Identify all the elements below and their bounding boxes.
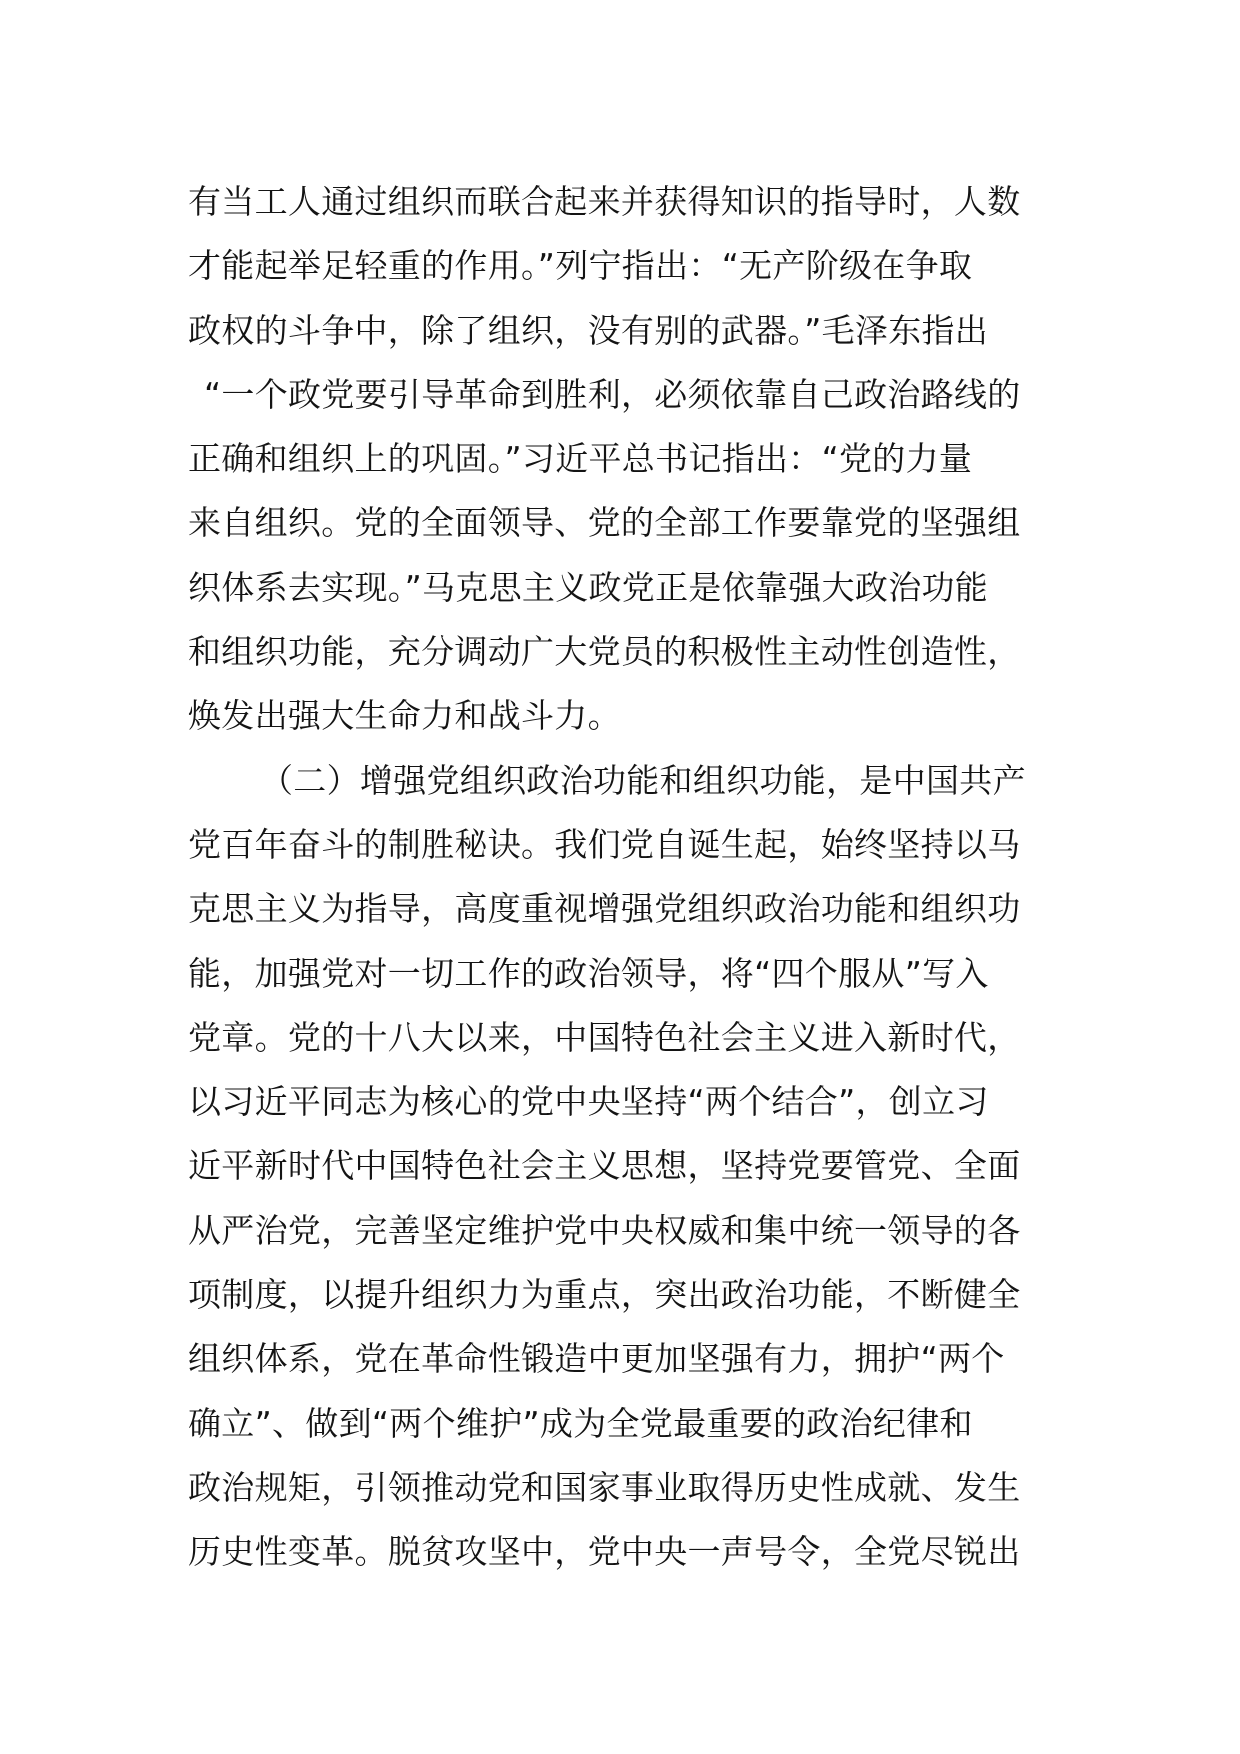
text-line: 党百年奋斗的制胜秘诀。我们党自诞生起，始终坚持以马 [188, 824, 1021, 864]
text-line: 焕发出强大生命力和战斗力。 [188, 696, 621, 736]
text-line: 克思主义为指导，高度重视增强党组织政治功能和组织功 [188, 889, 1021, 929]
text-line: 政治规矩，引领推动党和国家事业取得历史性成就、发生 [188, 1467, 1021, 1507]
text-line: 正确和组织上的巩固。”习近平总书记指出：“党的力量 [188, 439, 973, 479]
text-line: 项制度，以提升组织力为重点，突出政治功能，不断健全 [188, 1275, 1021, 1315]
text-line: 才能起举足轻重的作用。”列宁指出：“无产阶级在争取 [188, 246, 973, 286]
text-line: 党章。党的十八大以来，中国特色社会主义进入新时代， [188, 1017, 1021, 1057]
text-line: 组织体系，党在革命性锻造中更加坚强有力，拥护“两个 [188, 1339, 1005, 1379]
text-line: 确立”、做到“两个维护”成为全党最重要的政治纪律和 [188, 1403, 973, 1443]
text-line: “一个政党要引导革命到胜利，必须依靠自己政治路线的 [204, 374, 1021, 414]
body-text [188, 170, 1058, 1585]
text-line: 历史性变革。脱贫攻坚中，党中央一声号令，全党尽锐出 [188, 1532, 1021, 1572]
text-line: 近平新时代中国特色社会主义思想，坚持党要管党、全面 [188, 1146, 1021, 1186]
text-line: 政权的斗争中，除了组织，没有别的武器。”毛泽东指出 [188, 310, 989, 350]
text-line: 来自组织。党的全面领导、党的全部工作要靠党的坚强组 [188, 503, 1021, 543]
text-line: 有当工人通过组织而联合起来并获得知识的指导时，人数 [188, 182, 1021, 221]
text-line: 和组织功能，充分调动广大党员的积极性主动性创造性， [188, 632, 1021, 672]
section-heading-line: （二）增强党组织政治功能和组织功能，是中国共产 [260, 760, 1026, 800]
text-line: 从严治党，完善坚定维护党中央权威和集中统一领导的各 [188, 1210, 1021, 1250]
text-line: 以习近平同志为核心的党中央坚持“两个结合”，创立习 [188, 1082, 989, 1122]
text-line: 能，加强党对一切工作的政治领导，将“四个服从”写入 [188, 953, 989, 993]
text-line: 织体系去实现。”马克思主义政党正是依靠强大政治功能 [188, 567, 989, 607]
